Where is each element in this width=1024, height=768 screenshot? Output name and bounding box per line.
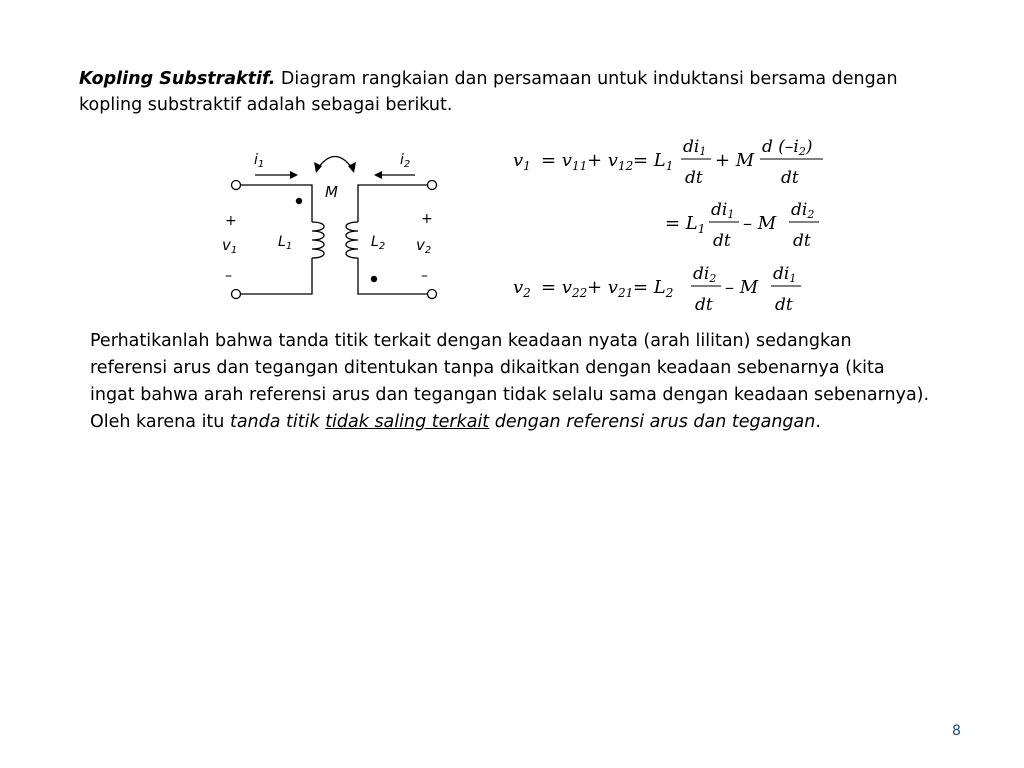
label-v1-plus: + [225,213,237,229]
label-mutual: M [325,183,338,201]
mutual-inductance-equations [505,128,835,323]
svg-text:+ v12: + $v_{12}$ [587,150,634,173]
page-number: 8 [952,723,961,739]
mutual-arc [318,157,352,169]
terminal-right-top [428,181,437,190]
svg-text:v2: $v_2$ [513,277,531,300]
intro-paragraph [79,66,929,118]
svg-text:di2: di2 [791,200,815,221]
terminal-left-bottom [232,290,241,299]
svg-text:di1: di1 [711,200,735,221]
label-l1: $L_1$ [278,234,293,252]
terminal-left-top [232,181,241,190]
explanation-underlined: tidak saling terkait [325,412,490,432]
label-i2: $i_2$ [400,152,411,170]
label-l2: $L_2$ [371,234,386,252]
svg-text:= L1: = $L_1$ [633,150,674,173]
svg-text:di2: di2 [693,264,717,285]
explanation-italic-dot: tanda titik [229,412,320,432]
svg-text:= v22: = $v_{22}$ [541,277,588,300]
intro-text: Diagram rangkaian dan persamaan untuk induktansi bersama dengan kopling substraktif adalah sebagai berikut. [79,69,898,115]
svg-text:– M: – M [743,213,777,234]
explanation-paragraph [90,328,930,436]
polarity-dot-l2 [371,276,377,282]
svg-text:= v11: = $v_{11}$ [541,150,588,173]
equation-v2 [513,264,801,315]
equation-v1-line1 [513,137,823,188]
svg-text:+ M: + M [715,150,755,171]
svg-text:= L2: = $L_2$ [633,277,674,300]
svg-text:dt: dt [685,168,703,188]
label-v2-plus: + [421,211,433,227]
wire-left-bottom [241,258,312,294]
wire-right-bottom [358,258,427,294]
coil-l2 [346,222,358,258]
label-v1-minus: – [225,268,232,284]
explanation-period: . [815,412,821,432]
svg-text:– M: – M [725,277,759,298]
svg-text:dt: dt [781,168,799,188]
coupled-inductor-circuit [210,140,450,310]
svg-text:di1: di1 [773,264,797,285]
explanation-italic-ref: dengan referensi arus dan tegangan [489,412,816,432]
label-v2: $v_2$ [416,236,432,256]
polarity-dot-l1 [296,198,302,204]
svg-text:d (–i2): d (–i2) [762,137,813,158]
svg-text:= L1: = $L_1$ [665,213,706,236]
label-v1: $v_1$ [222,236,238,256]
svg-text:v1: $v_1$ [513,150,531,173]
svg-text:di1: di1 [683,137,707,158]
equation-v1-line2 [665,200,819,251]
current-arrow-i2-head [374,171,382,179]
current-arrow-i1-head [290,171,298,179]
intro-title: Kopling Substraktif. [79,69,276,89]
explanation-text: Perhatikanlah bahwa tanda titik terkait dengan keadaan nyata (arah lilitan) sedangkan referensi arus dan tegangan ditentukan tanpa dikaitkan dengan keadaan sebenarnya (kita ingat bahwa arah referensi arus dan tegangan tidak selalu sama dengan keadaan sebenarnya). Oleh karena itu [90,331,930,432]
svg-text:dt: dt [695,295,713,315]
svg-text:dt: dt [713,231,731,251]
svg-text:+ v21: + $v_{21}$ [587,277,634,300]
wire-left [241,185,312,222]
svg-text:dt: dt [793,231,811,251]
svg-text:dt: dt [775,295,793,315]
terminal-right-bottom [428,290,437,299]
label-v2-minus: – [421,268,428,284]
label-i1: $i_1$ [254,152,265,170]
coil-l1 [312,222,324,258]
wire-right [358,185,427,222]
